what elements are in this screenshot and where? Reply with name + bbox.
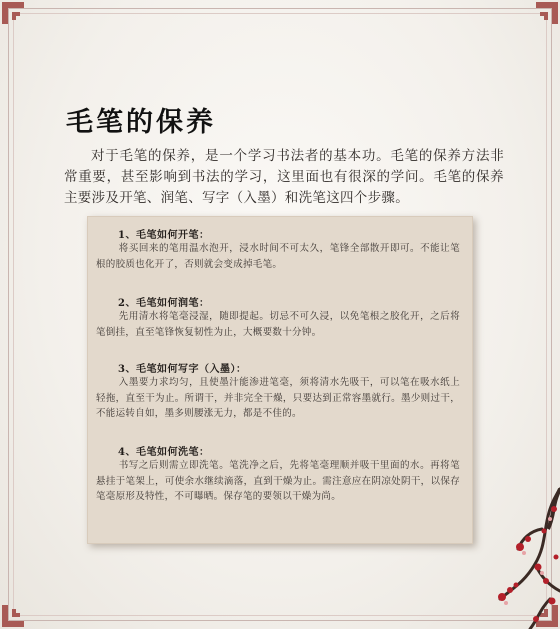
- page-title: 毛笔的保养: [66, 107, 216, 138]
- corner-ornament-icon: [0, 595, 34, 629]
- intro-paragraph: 对于毛笔的保养，是一个学习书法者的基本功。毛笔的保养方法非常重要，甚至影响到书法的学习，这里面也有很深的学问。毛笔的保养主要涉及开笔、润笔、写字（入墨）和洗笔这四个步骤。: [64, 148, 504, 206]
- section-body: 将买回来的笔用温水泡开，浸水时间不可太久，笔锋全部散开即可。不能让笔根的胶质也化开了，否则就会变成掉毛笔。: [96, 243, 460, 270]
- section-body: 先用清水将笔毫浸湿，随即提起。切忌不可久浸，以免笔根之胶化开，之后将笔倒挂，直至笔锋恢复韧性为止，大概要数十分钟。: [96, 311, 460, 338]
- plum-blossom-icon: [480, 469, 560, 629]
- section-heading: 1、毛笔如何开笔：: [118, 230, 210, 241]
- section-body: 书写之后则需立即洗笔。笔洗净之后，先将笔毫理顺并吸干里面的水。再将笔悬挂于笔架上，可使余水继续滴落，直到干燥为止。需注意应在阴凉处阴干，以保存笔毫原形及特性，不可曝晒。保存笔的要领以干燥为尚。: [96, 460, 460, 502]
- section-body: 入墨要力求均匀，且使墨汁能渗进笔毫，须将清水先吸干，可以笔在吸水纸上轻拖，直至干为止。所谓干，并非完全干燥，只要达到正常容墨就行。墨少则过干，不能运转自如，墨多则腰涨无力，都是不佳的。: [96, 377, 460, 419]
- corner-ornament-icon: [0, 0, 34, 34]
- section-heading: 2、毛笔如何润笔：: [118, 298, 210, 309]
- section-heading: 3、毛笔如何写字（入墨）：: [118, 364, 247, 375]
- section-heading: 4、毛笔如何洗笔：: [118, 447, 210, 458]
- corner-ornament-icon: [526, 0, 560, 34]
